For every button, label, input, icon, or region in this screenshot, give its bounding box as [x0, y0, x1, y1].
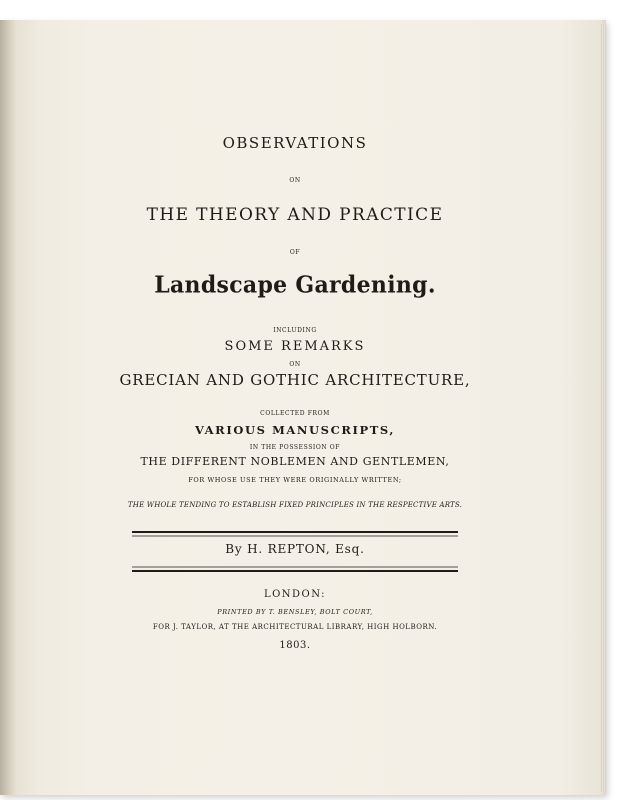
connector-possession: IN THE POSSESSION OF: [249, 444, 341, 451]
connector-of: OF: [289, 249, 301, 256]
connector-on: ON: [289, 177, 301, 184]
book-gutter: [0, 20, 16, 795]
title-line-principles: THE WHOLE TENDING TO ESTABLISH FIXED PRINCIPLES IN THE RESPECTIVE ARTS.: [127, 501, 463, 509]
title-line-originally-written: FOR WHOSE USE THEY WERE ORIGINALLY WRITTEN;: [188, 476, 402, 484]
title-line-observations: OBSERVATIONS: [222, 134, 368, 152]
title-line-theory-practice: THE THEORY AND PRACTICE: [146, 205, 444, 225]
title-line-landscape-gardening: Landscape Gardening.: [154, 270, 436, 300]
connector-collected-from: COLLECTED FROM: [260, 410, 330, 417]
connector-including: INCLUDING: [273, 327, 317, 334]
upper-double-rule: [132, 531, 458, 537]
title-line-some-remarks: SOME REMARKS: [224, 339, 366, 354]
imprint-place: LONDON:: [263, 589, 327, 600]
title-page: [60, 20, 530, 795]
title-line-manuscripts: VARIOUS MANUSCRIPTS,: [195, 423, 395, 437]
author-line: By H. REPTON, Esq.: [225, 542, 365, 556]
lower-double-rule: [132, 566, 458, 572]
imprint-printer: PRINTED BY T. BENSLEY, BOLT COURT,: [217, 608, 373, 616]
connector-on-2: ON: [289, 361, 301, 368]
title-line-noblemen: THE DIFFERENT NOBLEMEN AND GENTLEMEN,: [140, 455, 450, 468]
imprint-year: 1803.: [279, 640, 311, 651]
imprint-publisher: FOR J. TAYLOR, AT THE ARCHITECTURAL LIBRARY, HIGH HOLBORN.: [152, 623, 438, 631]
page-edge: [600, 24, 606, 792]
title-line-architecture: GRECIAN AND GOTHIC ARCHITECTURE,: [119, 371, 471, 389]
